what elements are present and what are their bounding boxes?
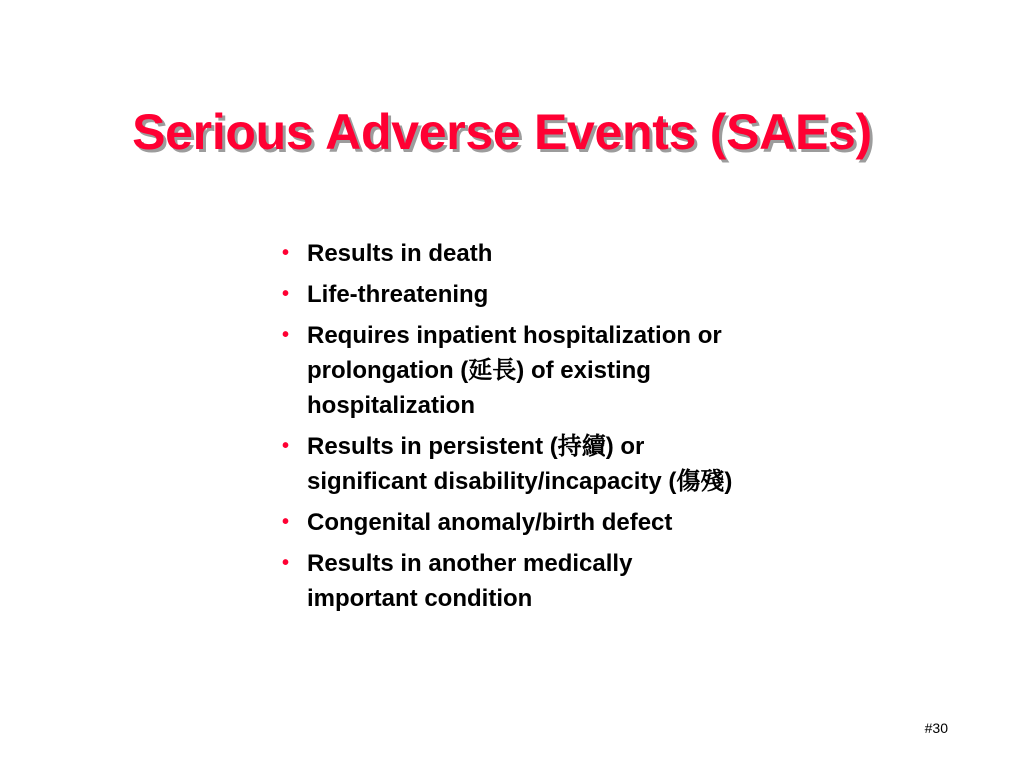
list-item <box>282 277 842 312</box>
bullet-icon: • <box>282 552 290 574</box>
list-item <box>282 318 842 423</box>
bullet-icon: • <box>282 435 290 457</box>
bullet-text: Life-threatening <box>307 281 489 308</box>
bullet-text: Requires inpatient hospitalization or prolongation (延長) of existing hospitalization <box>307 322 722 419</box>
bullet-icon: • <box>282 283 290 305</box>
bullet-text: Results in persistent (持續) or significant disability/incapacity (傷殘) <box>307 433 733 495</box>
list-item <box>282 546 842 616</box>
list-item <box>282 236 842 271</box>
page-number: #30 <box>924 720 948 736</box>
bullet-list <box>282 236 842 622</box>
list-item <box>282 505 842 540</box>
bullet-icon: • <box>282 242 290 264</box>
bullet-icon: • <box>282 511 290 533</box>
bullet-text: Results in another medically important condition <box>307 550 633 612</box>
bullet-icon: • <box>282 324 290 346</box>
bullet-text: Congenital anomaly/birth defect <box>307 509 673 536</box>
slide-title: Serious Adverse Events (SAEs) <box>132 104 872 160</box>
list-item <box>282 429 842 499</box>
bullet-text: Results in death <box>307 240 493 267</box>
